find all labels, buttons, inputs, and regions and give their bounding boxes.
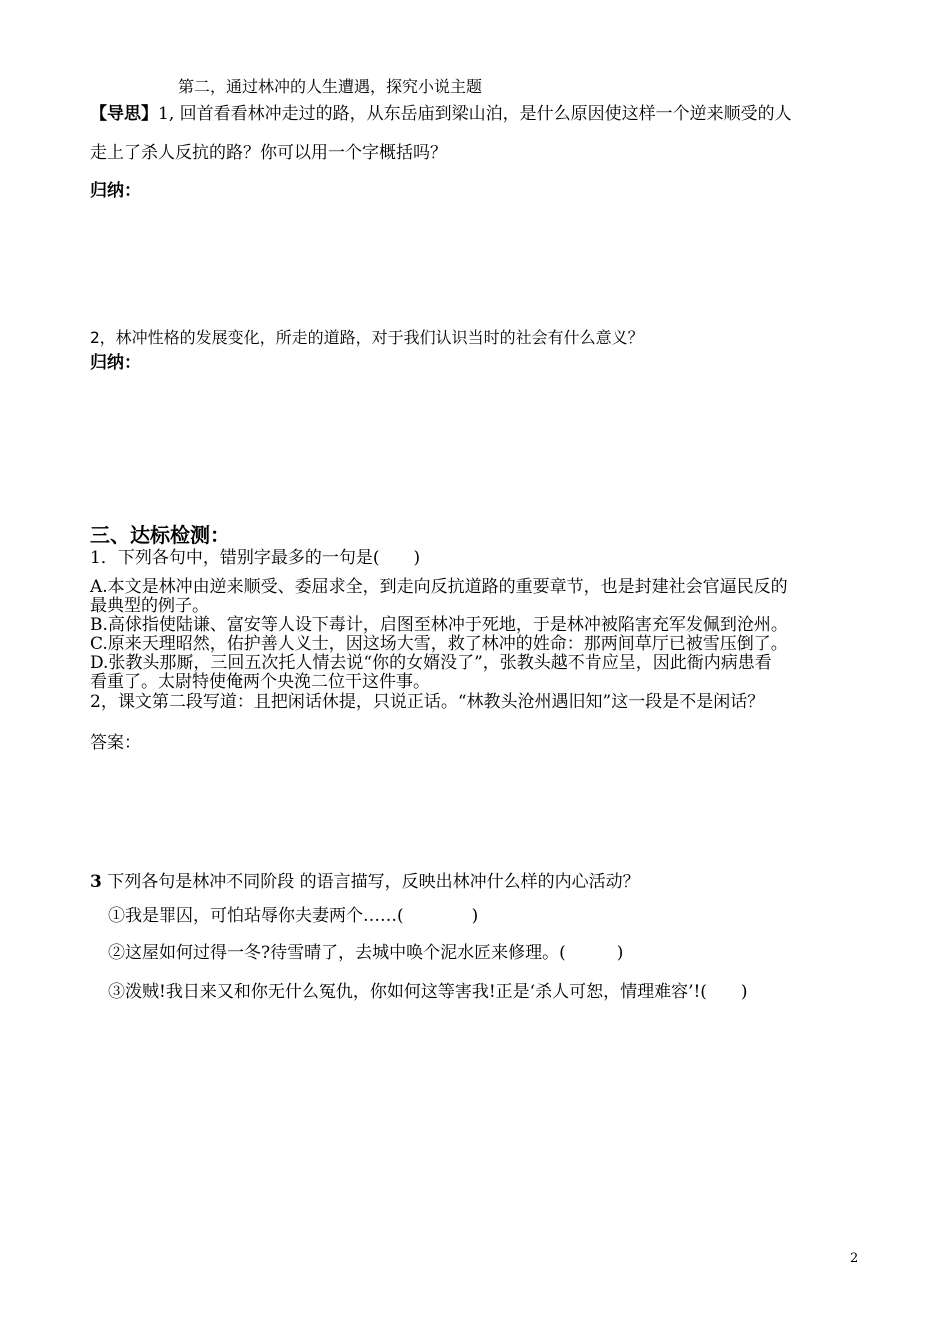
question-3-number: 3 <box>90 872 102 892</box>
section2-heading: 第二，通过林冲的人生遭遇，探究小说主题 <box>178 77 483 96</box>
question-3-item-2: ②这屋如何过得一冬?待雪晴了，去城中唤个泥水匠来修理。( ) <box>108 943 624 963</box>
question-2: 2，林冲性格的发展变化，所走的道路，对于我们认识当时的社会有什么意义？ <box>90 328 644 347</box>
question-1-line-2: 走上了杀人反抗的路？你可以用一个字概括吗？ <box>90 143 447 163</box>
question-3-item-1: ①我是罪囚，可怕玷辱你夫妻两个……( ) <box>108 906 479 926</box>
option-d-line-1: D.张教头那厮，三回五次托人情去说“你的女婿没了”，张教头越不肯应呈，因此衙内病患看 <box>90 653 772 673</box>
page-number: 2 <box>850 1251 859 1266</box>
question-1-text: 1, 回首看看林冲走过的路，从东岳庙到梁山泊，是什么原因使这样一个逆来顺受的人 <box>158 104 792 124</box>
option-c: C.原来天理昭然，佑护善人义士，因这场大雪，救了林冲的姓命：那两间草厅已被雪压倒了。 <box>90 634 788 654</box>
option-a-line-2: 最典型的例子。 <box>90 596 209 616</box>
option-a-line-1: A.本文是林冲由逆来顺受、委屈求全，到走向反抗道路的重要章节，也是封建社会官逼民反的 <box>90 577 788 597</box>
option-b: B.高俅指使陆谦、富安等人设下毒计，启图至林冲于死地，于是林冲被陷害充军发佩到沧州。 <box>90 615 788 635</box>
quiz-question-3 <box>90 872 640 892</box>
question-3-text: 下列各句是林冲不同阶段 的语言描写，反映出林冲什么样的内心活动？ <box>101 872 640 892</box>
quiz-question-2: 2，课文第二段写道：且把闲话休提，只说正话。“林教头沧州遇旧知”这一段是不是闲话？ <box>90 692 765 712</box>
option-d-line-2: 看重了。太尉特使俺两个央浼二位干这件事。 <box>90 672 430 692</box>
guide-tag: 【导思】 <box>90 104 158 124</box>
question-1-line-1 <box>90 104 792 124</box>
answer-label: 答案： <box>90 733 141 753</box>
summary-label-2: 归纳： <box>90 353 141 373</box>
summary-label-1: 归纳： <box>90 181 141 201</box>
section3-heading: 三、达标检测： <box>90 523 230 547</box>
question-3-item-3: ③泼贼!我日来又和你无什么冤仇，你如何这等害我!正是‘杀人可恕，情理难容’!( ) <box>108 982 748 1002</box>
quiz-question-1: 1．下列各句中，错别字最多的一句是( ) <box>90 548 421 568</box>
